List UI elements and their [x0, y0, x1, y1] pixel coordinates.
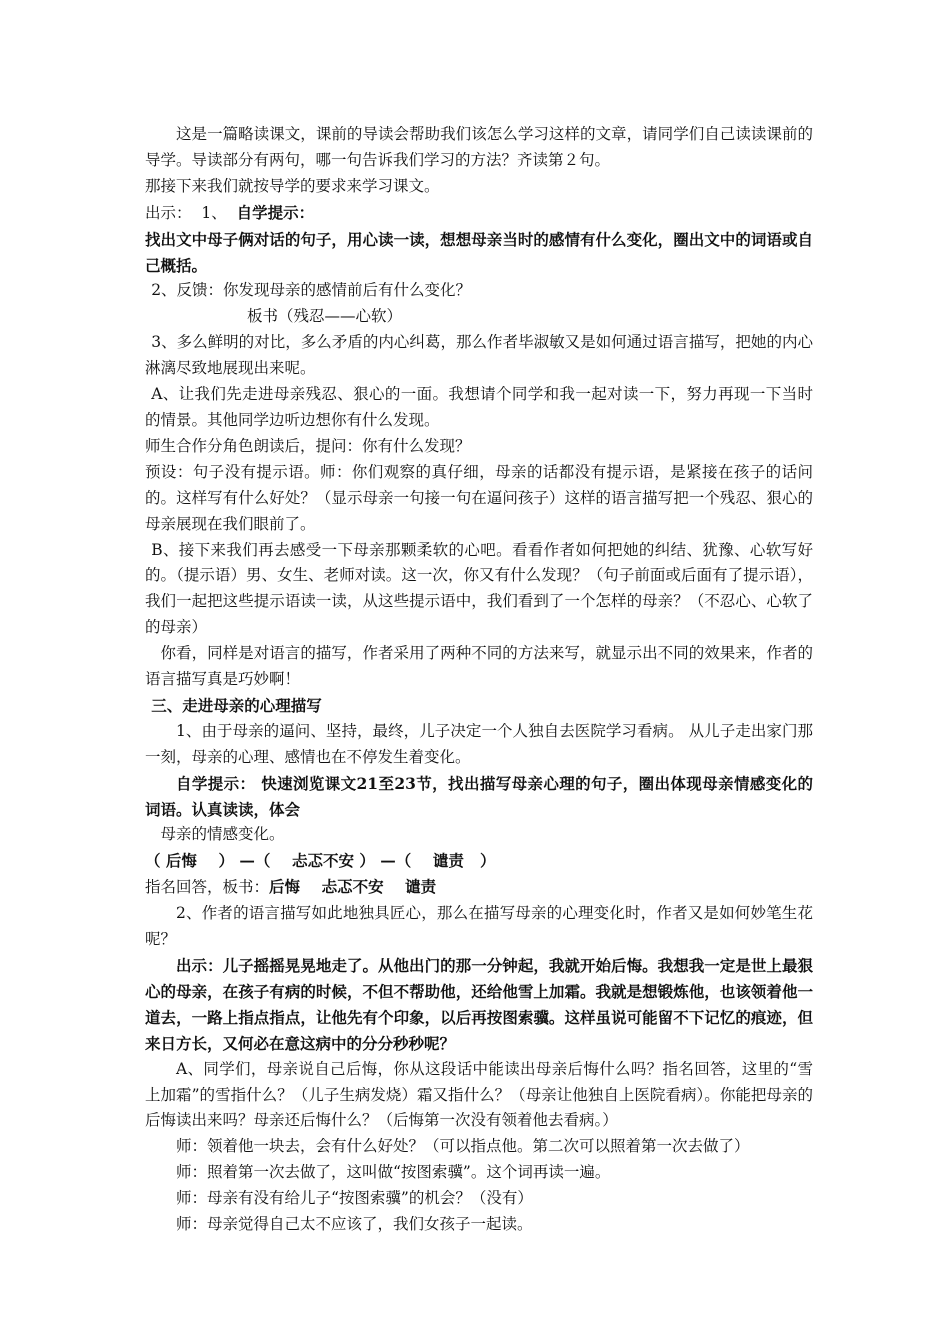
paragraph-show-excerpt: 出示：儿子摇摇晃晃地走了。从他出门的那一分钟起，我就开始后悔。我想我一定是世上最狠心的母亲，在孩子有病的时候，不但不帮助他，还给他雪上加霜。我就是想锻炼他，也该领着他一道去，一路上指点指点，让他先有个印象，以后再按图索骥。这样虽说可能留不下记忆的痕迹，但来日方长，又何必在意这病中的分分秒秒呢？: [145, 956, 813, 1053]
teacher-line-2: 师：照着第一次去做了，这叫做“按图索骥”。这个词再读一遍。: [176, 1163, 611, 1182]
paragraph-preset: 预设：句子没有提示语。师：你们观察的真仔细，母亲的话都没有提示语，是紧接在孩子的话问的。这样写有什么好处？（显示母亲一句接一句在逼问孩子）这样的语言描写把一个残忍、狠心的母亲展现在我们眼前了。: [145, 462, 813, 533]
teacher-line-3: 师：母亲有没有给儿子“按图索骥”的机会？（没有）: [176, 1189, 533, 1208]
paragraph-role-reading: 师生合作分角色朗读后，提问：你有什么发现？: [145, 436, 471, 455]
teacher-line-4: 师：母亲觉得自己太不应该了，我们女孩子一起读。: [176, 1215, 533, 1234]
paragraph-contrast: 3、多么鲜明的对比，多么矛盾的内心纠葛，那么作者毕淑敏又是如何通过语言描写，把她的内心淋漓尽致地展现出来呢。: [145, 333, 813, 378]
paragraph-intro: 这是一篇略读课文，课前的导读会帮助我们该怎么学习这样的文章，请同学们自己读读课前的导学。导读部分有两句，哪一句告诉我们学习的方法？齐读第２句。: [145, 125, 813, 169]
document-page: [145, 122, 813, 1238]
paragraph-self-study-tip-2: 自学提示： 快速浏览课文21至23节，找出描写母亲心理的句子，圈出体现母亲情感变化的词语。认真读读，体会: [145, 773, 813, 819]
paragraph-part-b: B、接下来我们再去感受一下母亲那颗柔软的心吧。看看作者如何把她的纠结、犹豫、心软写好的。（提示语）男、女生、老师对读。这一次，你又有什么发现？（句子前面或后面有了提示语），我们一起把这些提示语读一读，从这些提示语中，我们看到了一个怎样的母亲？（不忍心、心软了的母亲）: [145, 540, 813, 637]
paragraph-part-a: A、让我们先走进母亲残忍、狠心的一面。我想请个同学和我一起对读一下，努力再现一下当时的情景。其他同学边听边想你有什么发现。: [145, 385, 813, 429]
board-note-1: 板书（残忍——心软）: [247, 307, 403, 326]
show-prefix: 出示： 1、: [145, 203, 237, 222]
paragraph-son-leaves: 1、由于母亲的逼问、坚持，最终，儿子决定一个人独自去医院学习看病。 从儿子走出家门那一刻，母亲的心理、感情也在不停发生着变化。: [145, 721, 813, 766]
paragraph-self-study-task: 找出文中母子俩对话的句子，用心读一读，想想母亲当时的感情有什么变化，圈出文中的词语或自己概括。: [145, 229, 813, 275]
paragraph-language-ingenuity: 2、作者的语言描写如此地独具匠心，那么在描写母亲的心理变化时，作者又是如何妙笔生花呢？: [145, 904, 813, 949]
self-study-tip-heading: 自学提示：: [236, 202, 315, 222]
paragraph-board-note-2: [145, 874, 813, 901]
paragraph-regret-analysis: A、同学们，母亲说自己后悔，你从这段话中能读出母亲后悔什么吗？指名回答，这里的“雪上加霜”的雪指什么？（儿子生病发烧）霜又指什么？（母亲让他独自上医院看病）。你能把母亲的后悔读出来吗？母亲还后悔什么？（后悔第一次没有领着他去看病。）: [145, 1059, 813, 1130]
paragraph-emotion-change: 母亲的情感变化。: [160, 825, 285, 844]
teacher-line-1: 师：领着他一块去，会有什么好处？（可以指点他。第二次可以照着第一次去做了）: [176, 1137, 750, 1156]
emotion-sequence: （ 后悔 ） —（ 忐忑不安 ） —（ 谴责 ）: [145, 851, 496, 871]
board-prefix: 指名回答，板书：: [145, 878, 270, 897]
paragraph-summary: 你看，同样是对语言的描写，作者采用了两种不同的方法来写，就显示出不同的效果来，作者的语言描写真是巧妙啊！: [145, 644, 813, 689]
paragraph-guide: 那接下来我们就按导学的要求来学习课文。: [145, 176, 440, 195]
section-heading-3: 三、走进母亲的心理描写: [151, 695, 322, 715]
paragraph-show-1: [145, 200, 813, 227]
board-keywords: 后悔 忐忑不安 谴责: [269, 877, 437, 897]
paragraph-feedback: 2、反馈：你发现母亲的感情前后有什么变化？: [151, 281, 472, 300]
